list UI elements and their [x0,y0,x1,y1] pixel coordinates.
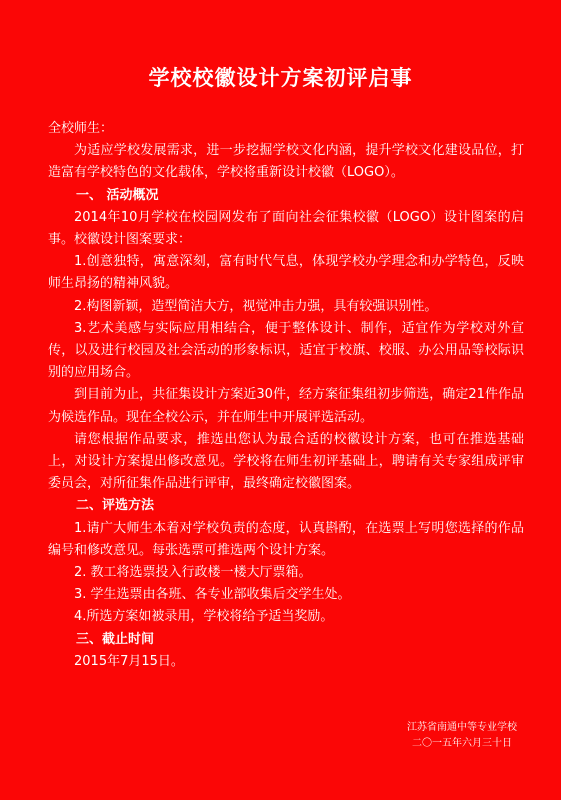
intro-paragraph: 为适应学校发展需求，进一步挖掘学校文化内涵，提升学校文化建设品位，打造富有学校特色的文化载体，学校将重新设计校徽（LOGO）。 [48,143,524,181]
document-body [48,118,524,673]
section-heading-overview: 一、 活动概况 [76,187,159,203]
requirement-item: 2.构图新颖，造型简洁大方，视觉冲击力强，具有较强识别性。 [74,298,438,314]
method-item: 1.请广大师生本着对学校负责的态度，认真斟酌，在选票上写明您选择的作品编号和修改意见。每张选票可推选两个设计方案。 [48,520,524,558]
request-paragraph: 请您根据作品要求，推选出您认为最合适的校徽设计方案，也可在推选基础上，对设计方案提出修改意见。学校将在师生初评基础上，聘请有关专家组成评审委员会，对所征集作品进行评审，最终确定校徽图案。 [48,431,524,492]
section-heading-deadline: 三、截止时间 [76,631,155,647]
method-item: 3. 学生选票由各班、各专业部收集后交学生处。 [74,587,351,603]
progress-paragraph: 到目前为止，共征集设计方案近30件，经方案征集组初步筛选，确定21件作品为候选作品。现在全校公示，并在师生中开展评选活动。 [48,387,524,425]
deadline-date: 2015年7月15日。 [74,653,184,669]
document-title: 学校校徽设计方案初评启事 [148,66,413,90]
requirement-item: 1.创意独特，寓意深刻，富有时代气息，体现学校办学理念和办学特色，反映师生昂扬的精神风貌。 [48,254,524,292]
method-item: 4.所选方案如被录用，学校将给予适当奖励。 [74,609,334,625]
issue-date: 二〇一五年六月三十日 [412,738,512,749]
section-heading-method: 二、评选方法 [76,498,155,514]
salutation: 全校师生： [48,121,114,136]
method-item: 2. 教工将选票投入行政楼一楼大厅票箱。 [74,565,312,581]
issuer-name: 江苏省南通中等专业学校 [407,722,517,733]
signature-block [407,720,517,752]
requirement-item: 3.艺术美感与实际应用相结合，便于整体设计、制作，适宜作为学校对外宣传，以及进行校园及社会活动的形象标识，适宜于校旗、校服、办公用品等校际识别的应用场合。 [48,320,524,381]
overview-paragraph: 2014年10月学校在校园网发布了面向社会征集校徽（LOGO）设计图案的启事。校徽设计图案要求： [48,209,524,248]
